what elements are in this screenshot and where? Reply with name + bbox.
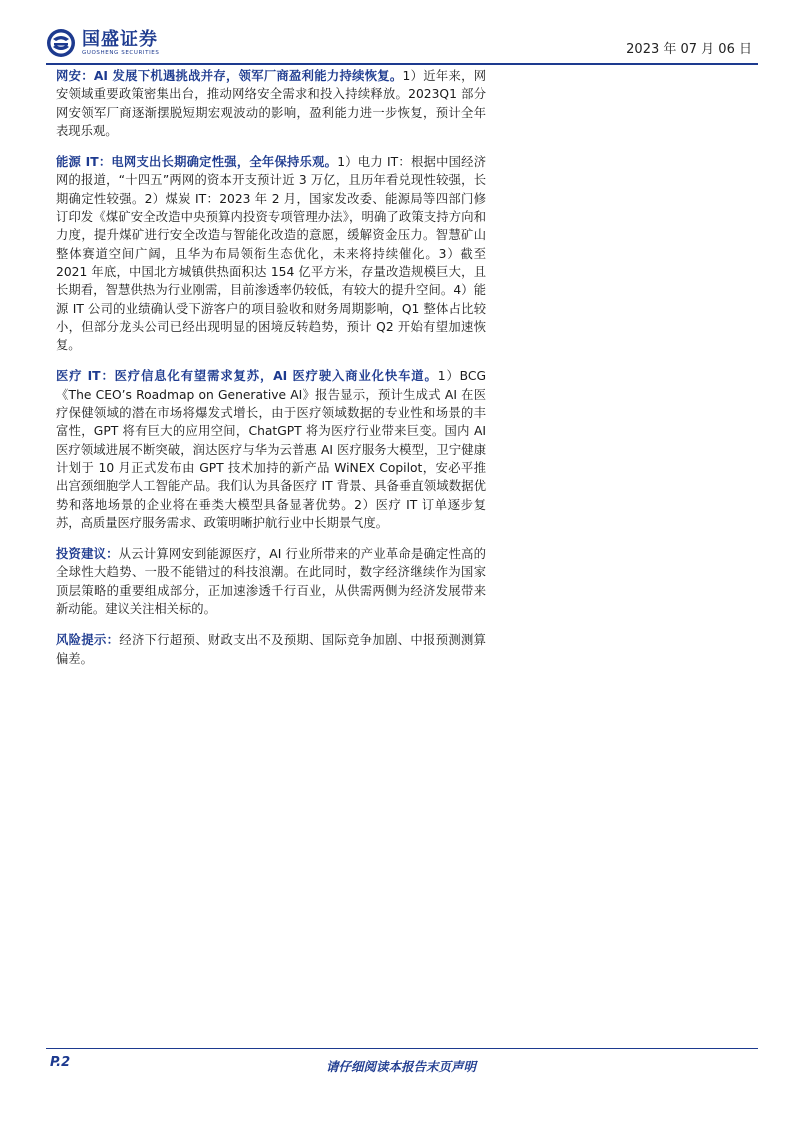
footer-disclaimer: 请仔细阅读本报告末页声明 [325,1059,476,1074]
paragraph-lead: 风险提示： [56,633,120,648]
paragraph-lead: 医疗 IT：医疗信息化有望需求复苏，AI 医疗驶入商业化快车道。 [56,369,438,384]
logo-english-name: GUOSHENG SECURITIES [82,49,160,56]
report-body [56,67,486,681]
page-number: P.2 [50,1055,71,1070]
header-divider [46,63,758,65]
paragraph-medical-it [56,367,486,532]
paragraph-text: 1）电力 IT：根据中国经济网的报道，“十四五”两网的资本开支预计近 3 万亿，且历年看兑现性较强，长期确定性较强。2）煤炭 IT：2023 年 2 月，国家发改委、能源局等四部门修订印发《煤矿安全改造中央预算内投资专项管理办法》，明确了政策支持方向和力度，提升煤矿进行安全改造与智能化改造的意愿，缓解资金压力。智慧矿山整体赛道空间广阔，且华为布局领衔生态优化，未来将持续催化。3）截至 2021 年底，中国北方城镇供热面积达 154 亿平方米，存量改造规模巨大，且长期看，智慧供热为行业刚需，目前渗透率仍较低，有较大的提升空间。4）能源 IT 公司的业绩确认受下游客户的项目验收和财务周期影响，Q1 整体占比较小，但部分龙头公司已经出现明显的困境反转趋势，预计 Q2 开始有望加速恢复。 [56,155,487,353]
paragraph-lead: 能源 IT：电网支出长期确定性强，全年保持乐观。 [56,155,338,170]
paragraph-text: 1）BCG《The CEO’s Roadmap on Generative AI》报告显示，预计生成式 AI 在医疗保健领域的潜在市场将爆发式增长，由于医疗领域数据的专业性和场景的丰富性，GPT 将有巨大的应用空间，ChatGPT 将为医疗行业带来巨变。国内 AI 医疗领域进展不断突破，润达医疗与华为云普惠 AI 医疗服务大模型，卫宁健康计划于 10 月正式发布由 GPT 技术加持的新产品 WiNEX Copilot，安必平推出宫颈细胞学人工智能产品。我们认为具备医疗 IT 背景、具备垂直领域数据优势和落地场景的企业将在垂类大模型具备显著优势。2）医疗 IT 订单逐步复苏，高质量医疗服务需求、政策明晰护航行业中长期景气度。 [56,369,486,530]
paragraph-text: 1）近年来，网安领域重要政策密集出台，推动网络安全需求和投入持续释放。2023Q1 部分网安领军厂商逐渐摆脱短期宏观波动的影响，盈利能力进一步恢复，预计全年表现乐观。 [56,69,487,138]
paragraph-text: 从云计算网安到能源医疗，AI 行业所带来的产业革命是确定性高的全球性大趋势、一股不能错过的科技浪潮。在此同时，数字经济继续作为国家顶层策略的重要组成部分，正加速渗透千行百业，从供需两侧为经济发展带来新动能。建议关注相关标的。 [56,547,486,617]
report-date: 2023 年 07 月 06 日 [626,42,752,57]
paragraph-energy-it [56,153,486,354]
paragraph-lead: 网安：AI 发展下机遇挑战并存，领军厂商盈利能力持续恢复。 [56,69,403,83]
paragraph-text: 经济下行超预、财政支出不及预期、国际竞争加剧、中报预测测算偏差。 [56,633,486,666]
footer-divider [46,1048,758,1049]
brand-logo [46,24,159,62]
page-header [46,24,758,62]
logo-chinese-name: 国盛证券 [82,28,158,50]
paragraph-risk-warning [56,631,486,668]
paragraph-network-security [56,67,486,140]
paragraph-lead: 投资建议： [56,547,119,562]
paragraph-investment-advice [56,545,486,618]
guosheng-logo-icon [46,28,76,58]
